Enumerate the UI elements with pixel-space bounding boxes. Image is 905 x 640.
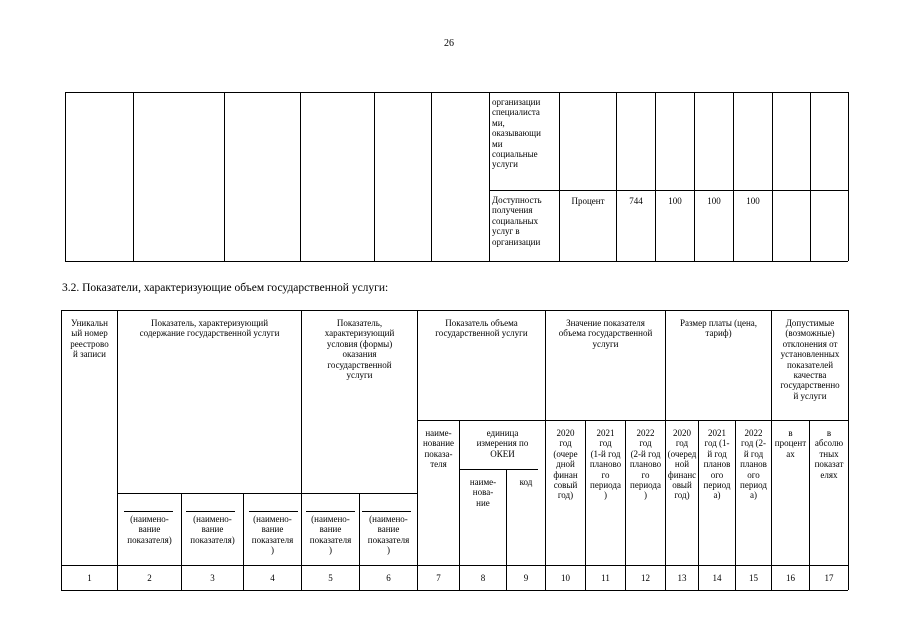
col-number-1: 1 [87, 573, 92, 583]
col-number-7: 7 [436, 573, 441, 583]
unit-code: 744 [629, 196, 643, 206]
col-number-14: 14 [712, 573, 722, 583]
header-content-indicator: Показатель, характеризующий содержание государственной услуги [139, 318, 280, 339]
value-2020: 100 [668, 196, 682, 206]
unit-name: Процент [571, 196, 605, 206]
header-fee: Размер платы (цена, тариф) [679, 318, 758, 339]
header-conditions-indicator: Показатель, характеризующий условия (формы) оказания государственной услуги [324, 318, 395, 381]
col-number-4: 4 [270, 573, 275, 583]
col-number-5: 5 [328, 573, 333, 583]
param-label-content-1: (наимено- вание показателя) [127, 514, 172, 545]
subheader-unit-code: код [519, 477, 533, 487]
header-unique-number: Уникальн ый номер реестрово й записи [70, 318, 109, 360]
indicator-name-accessibility: Доступность получения социальных услуг в организации [492, 195, 542, 247]
header-deviation: Допустимые (возможные) отклонения от установленных показателей качества государственно й услуги [780, 318, 840, 401]
col-number-16: 16 [786, 573, 795, 583]
col-number-3: 3 [210, 573, 215, 583]
subheader-indicator-name: наиме- нование показа- теля [422, 428, 455, 470]
col-number-12: 12 [641, 573, 650, 583]
param-label-condition-1: (наимено- вание показателя ) [309, 514, 352, 556]
col-number-8: 8 [480, 573, 486, 583]
subheader-value-2020: 2020 год (очере дной финан совый год) [553, 428, 578, 501]
subheader-deviation-absolute: в абсолю тных показат елях [814, 428, 844, 480]
param-label-condition-2: (наимено- вание показателя ) [367, 514, 410, 556]
col-number-2: 2 [147, 573, 152, 583]
subheader-unit-name: наиме- нова- ние [469, 477, 497, 508]
value-2021: 100 [707, 196, 721, 206]
col-number-6: 6 [386, 573, 391, 583]
header-volume-value: Значение показателя объема государственной услуги [558, 318, 653, 349]
value-2022: 100 [746, 196, 760, 206]
section-heading: 3.2. Показатели, характеризующие объем государственной услуги: [62, 282, 389, 294]
header-volume-indicator: Показатель объема государственной услуги [435, 318, 528, 339]
col-number-13: 13 [677, 573, 687, 583]
subheader-deviation-percent: в процент ах [774, 428, 807, 459]
subheader-fee-2021: 2021 год (1- й год планов ого период а) [703, 428, 731, 501]
subheader-value-2021: 2021 год (1-й год планово го периода ) [589, 428, 622, 501]
col-number-9: 9 [523, 573, 529, 583]
subheader-fee-2020: 2020 год (очеред ной финанс овый год) [667, 428, 697, 501]
subheader-fee-2022: 2022 год (2- й год планов ого период а) [740, 428, 767, 501]
col-number-17: 17 [824, 573, 834, 583]
col-number-15: 15 [749, 573, 758, 583]
subheader-value-2022: 2022 год (2-й год планово го периода ) [629, 428, 662, 501]
page-number: 26 [444, 38, 454, 49]
col-number-10: 10 [561, 573, 570, 583]
col-number-11: 11 [601, 573, 610, 583]
subheader-unit: единица измерения по ОКЕИ [476, 428, 529, 459]
indicator-name-continued: организации специалиста ми, оказывающи ми социальные услуги [492, 97, 541, 170]
param-label-content-3: (наимено- вание показателя ) [251, 514, 294, 556]
param-label-content-2: (наимено- вание показателя) [190, 514, 235, 545]
